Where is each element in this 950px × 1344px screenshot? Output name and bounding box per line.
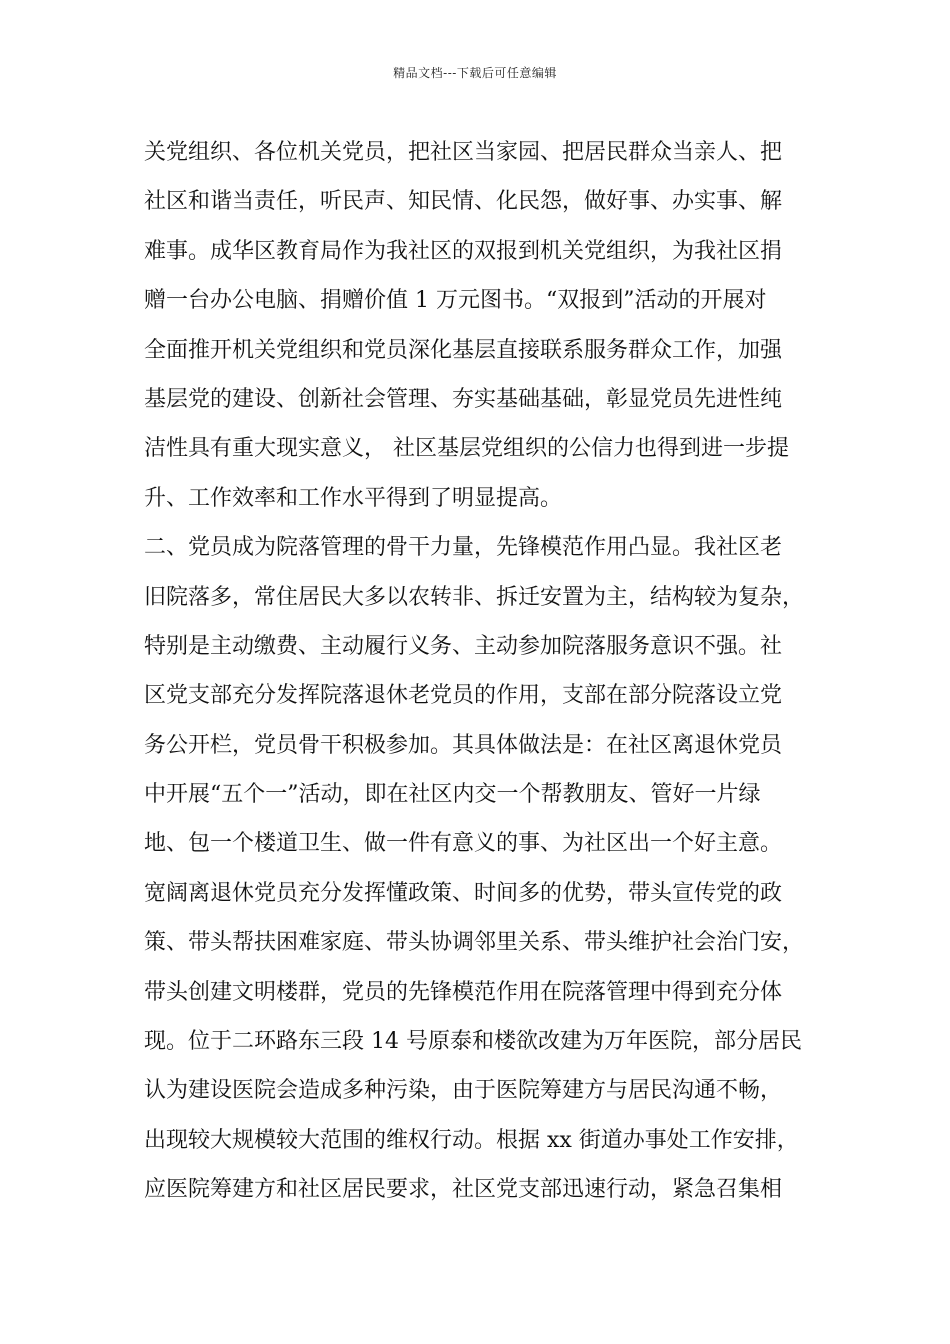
- text-line: 中开展“五个一”活动，即在社区内交一个帮教朋友、管好一片绿: [144, 782, 761, 808]
- text-line: 全面推开机关党组织和党员深化基层直接联系服务群众工作，加强: [144, 337, 783, 363]
- text-line: 基层党的建设、创新社会管理、夯实基础基础，彰显党员先进性纯: [144, 386, 783, 412]
- text-line: 现。位于二环路东三段 14 号原泰和楼欲改建为万年医院，部分居民: [144, 1029, 802, 1055]
- text-line: 区党支部充分发挥院落退休老党员的作用，支部在部分院落设立党: [144, 683, 783, 709]
- text-line: 带头创建文明楼群，党员的先锋模范作用在院落管理中得到充分体: [144, 979, 783, 1005]
- text-line: 升、工作效率和工作水平得到了明显提高。: [144, 485, 563, 511]
- text-line: 认为建设医院会造成多种污染，由于医院筹建方与居民沟通不畅，: [144, 1078, 783, 1104]
- text-line: 地、包一个楼道卫生、做一件有意义的事、为社区出一个好主意。: [144, 831, 783, 857]
- text-line: 关党组织、各位机关党员，把社区当家园、把居民群众当亲人、把: [144, 140, 783, 165]
- text-line: 应医院筹建方和社区居民要求，社区党支部迅速行动，紧急召集相: [144, 1177, 783, 1203]
- text-line: 社区和谐当责任，听民声、知民情、化民怨，做好事、办实事、解: [144, 189, 783, 215]
- text-line: 特别是主动缴费、主动履行义务、主动参加院落服务意识不强。社: [144, 633, 783, 659]
- text-line: 旧院落多，常住居民大多以农转非、拆迁安置为主，结构较为复杂，: [144, 584, 805, 610]
- text-line: 二、党员成为院落管理的骨干力量，先锋模范作用凸显。我社区老: [144, 535, 783, 561]
- text-line: 务公开栏，党员骨干积极参加。其具体做法是：在社区离退休党员: [144, 732, 783, 758]
- text-line: 出现较大规模较大范围的维权行动。根据 xx 街道办事处工作安排，: [144, 1127, 799, 1153]
- page-header: 精品文档---下载后可任意编辑: [393, 66, 557, 80]
- text-line: 宽阔离退休党员充分发挥懂政策、时间多的优势，带头宣传党的政: [144, 880, 783, 906]
- document-body: [144, 128, 824, 1215]
- text-line: 赠一台办公电脑、捐赠价值 1 万元图书。“双报到”活动的开展对: [144, 288, 767, 314]
- text-line: 难事。成华区教育局作为我社区的双报到机关党组织，为我社区捐: [144, 238, 783, 264]
- text-line: 洁性具有重大现实意义， 社区基层党组织的公信力也得到进一步提: [144, 436, 789, 462]
- text-line: 策、带头帮扶困难家庭、带头协调邻里关系、带头维护社会治门安，: [144, 930, 805, 956]
